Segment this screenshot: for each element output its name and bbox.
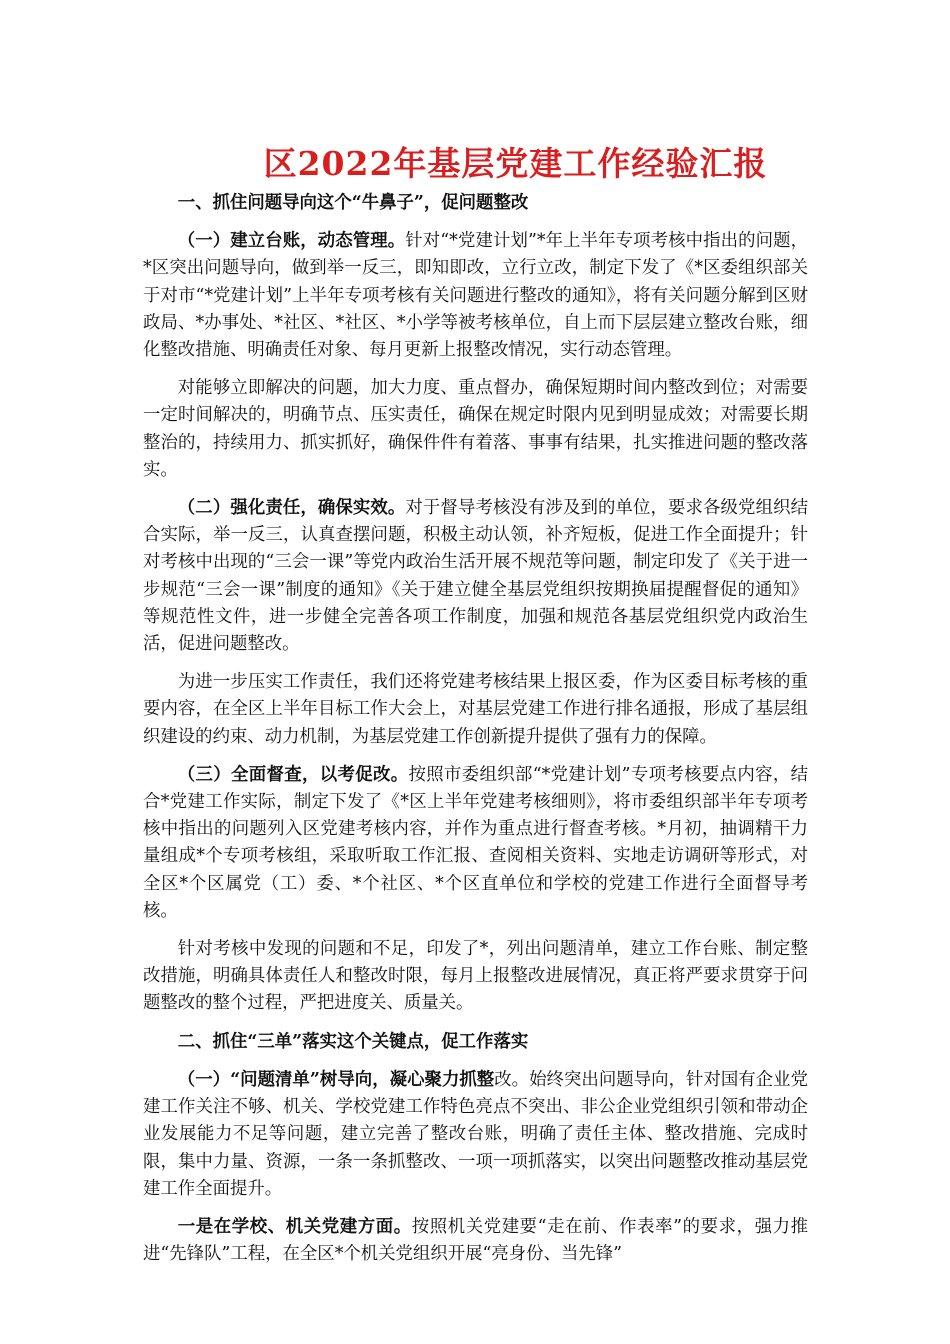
paragraph-text: 按照市委组织部“*党建计划”专项考核要点内容，结合*党建工作实际，制定下发了《*区上半年党建考核细则》，将市委组织部半年专项考核中指出的问题列入区党建考核内容，并作为重点进行督查考核。*月初，抽调精干力量组成*个专项考核组，采取听取工作汇报、查阅相关资料、实地走访调研等形式，对全区*个区属党（工）委、*个社区、*个区直单位和学校的党建工作进行全面督导考核。: [143, 764, 808, 921]
paragraph-1-4: 为进一步压实工作责任，我们还将党建考核结果上报区委，作为区委目标考核的重要内容，在全区上半年目标工作大会上，对基层党建工作进行排名通报，形成了基层组织建设的约束、动力机制，为基层党建工作创新提升提供了强有力的保障。: [143, 672, 808, 747]
paragraph-2-2: [143, 1214, 808, 1268]
paragraph-text: 按照机关党建要“走在前、作表率”的要求，强力推进“先锋队”工程，在全区*个机关党组织开展“亮身份、当先锋”: [143, 1216, 808, 1265]
document-title: 区2022年基层党建工作经验汇报: [263, 144, 768, 183]
paragraph-1-1: [143, 228, 808, 364]
paragraph-2-1: [143, 1067, 808, 1203]
paragraph-lead: （三）全面督查，以考促改。: [177, 764, 409, 785]
paragraph-1-3: [143, 495, 808, 658]
paragraph-1-2: 对能够立即解决的问题，加大力度、重点督办，确保短期时间内整改到位；对需要一定时间解决的，明确节点、压实责任，确保在规定时限内见到明显成效；对需要长期整治的，持续用力、抓实抓好，确保件件有着落、事事有结果，扎实推进问题的整改落实。: [143, 378, 808, 480]
paragraph-lead: 一是在学校、机关党建方面。: [177, 1216, 412, 1237]
paragraph-1-6: 针对考核中发现的问题和不足，印发了*，列出问题清单，建立工作台账、制定整改措施，明确具体责任人和整改时限，每月上报整改进展情况，真正将严要求贯穿于问题整改的整个过程，严把进度关、质量关。: [143, 939, 808, 1014]
paragraph-text: 改。始终突出问题导向，针对国有企业党建工作关注不够、机关、学校党建工作特色亮点不突出、非公企业党组织引领和带动企业发展能力不足等问题，建立完善了整改台账，明确了责任主体、整改措施、完成时限，集中力量、资源，一条一条抓整改、一项一项抓落实，以突出问题整改推动基层党建工作全面提升。: [143, 1069, 808, 1199]
document-body: [143, 190, 808, 1279]
paragraph-lead: （二）强化责任，确保实效。: [177, 498, 406, 519]
section-heading-1: 一、抓住问题导向这个“牛鼻子”，促问题整改: [177, 193, 529, 213]
section-heading-2: 二、抓住“三单”落实这个关键点，促工作落实: [177, 1031, 529, 1052]
paragraph-lead: （一）“问题清单”树导向，凝心聚力抓整: [177, 1069, 495, 1090]
paragraph-text: 针对“*党建计划”*年上半年专项考核中指出的问题，*区突出问题导向，做到举一反三，即知即改，立行立改，制定下发了《*区委组织部关于对市“*党建计划”上半年专项考核有关问题进行整改的通知》，将有关问题分解到区财政局、*办事处、*社区、*社区、*小学等被考核单位，自上而下层层建立整改台账，细化整改措施、明确责任对象、每月更新上报整改情况，实行动态管理。: [143, 231, 808, 361]
paragraph-1-5: [143, 762, 808, 925]
paragraph-text: 对于督导考核没有涉及到的单位，要求各级党组织结合实际，举一反三，认真查摆问题，积极主动认领，补齐短板，促进工作全面提升；针对考核中出现的“三会一课”等党内政治生活开展不规范等问题，制定印发了《关于进一步规范“三会一课”制度的通知》《关于建立健全基层党组织按期换届提醒督促的通知》等规范性文件，进一步健全完善各项工作制度，加强和规范各基层党组织党内政治生活，促进问题整改。: [143, 498, 808, 655]
paragraph-lead: （一）建立台账，动态管理。: [177, 231, 406, 252]
